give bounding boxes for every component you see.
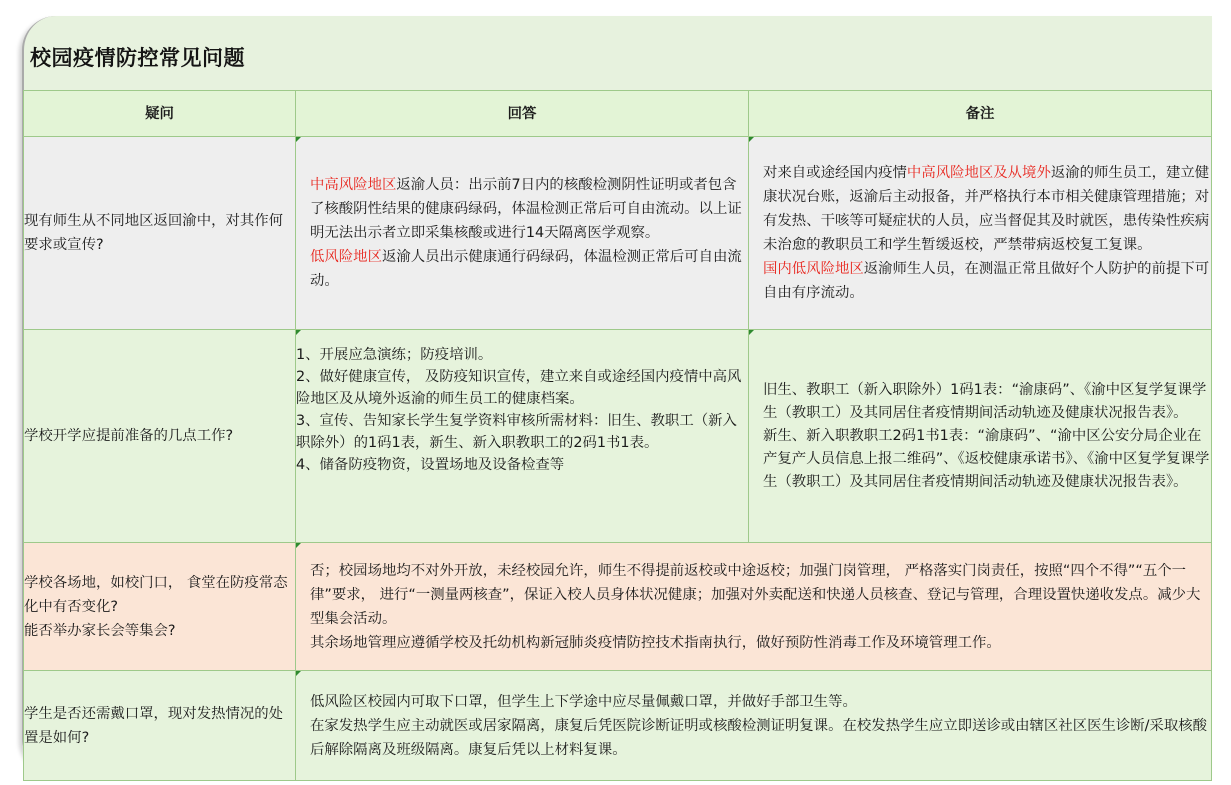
question-text: 学校开学应提前准备的几点工作? (24, 428, 234, 444)
question-cell (24, 330, 296, 543)
note-paragraph (749, 257, 1211, 305)
answer-paragraph: 低风险区校园内可取下口罩，但学生上下学途中应尽量佩戴口罩，并做好手部卫生等。 (310, 693, 857, 710)
table-row (24, 671, 1212, 781)
question-cell (24, 671, 296, 781)
note-cell (749, 137, 1212, 330)
header-question: 疑问 (24, 91, 296, 137)
answer-paragraph (296, 245, 748, 293)
answer-paragraph: 在家发热学生应主动就医或居家隔离，康复后凭医院诊断证明或核酸检测证明复课。在校发热学生应立即送诊或由辖区社区医生诊断/采取核酸后解除隔离及班级隔离。康复后凭以上材料复课。 (310, 717, 1208, 758)
note-paragraph: 新生、新入职教职工2码1书1表：“渝康码”、“渝中区公安分局企业在产复产人员信息上报二维码”、《返校健康承诺书》、《渝中区复学复课学生（教职工）及其同居住者疫情期间活动轨迹及健康状况报告表》。 (763, 427, 1210, 490)
note-cell (749, 330, 1212, 543)
note-text: 返渝师生人员，在测温正常且做好个人防护的前提下可自由有序流动。 (763, 261, 1210, 301)
table-row (24, 137, 1212, 330)
answer-cell (296, 137, 749, 330)
page-title: 校园疫情防控常见问题 (30, 46, 245, 70)
note-text: 返渝的师生员工，建立健康状况台账，返渝后主动报备，并严格执行本市相关健康管理措施；对有发热、干咳等可疑症状的人员，应当督促其及时就医，患传染性疾病未治愈的教职员工和学生暂缓返校，严禁带病返校复工复课。 (763, 165, 1210, 253)
answer-text: 返渝人员出示健康通行码绿码，体温检测正常后可自由流动。 (310, 249, 742, 289)
question-text: 现有师生从不同地区返回渝中，对其作何要求或宣传? (24, 213, 284, 253)
answer-paragraph: 其余场地管理应遵循学校及托幼机构新冠肺炎疫情防控技术指南执行，做好预防性消毒工作及环境管理工作。 (310, 634, 1001, 651)
answer-paragraph (296, 173, 748, 245)
answer-line: 4、储备防疫物资，设置场地及设备检查等 (296, 457, 565, 473)
answer-paragraph: 否；校园场地均不对外开放，未经校园允许，师生不得提前返校或中途返校；加强门岗管理， 严格落实门岗责任，按照“四个不得”“五个一律”要求， 进行“一测量两核查”，保证入校人员身体状况健康；加强对外卖配送和快递人员核查、登记与管理，合理设置快递收发点。减少大型集会活动。 (310, 562, 1201, 627)
note-text: 对来自或途经国内疫情 (763, 165, 907, 181)
highlight-text: 中高风险地区及从境外 (906, 165, 1051, 181)
answer-line: 2、做好健康宣传， 及防疫知识宣传，建立来自或途经国内疫情中高风险地区及从境外返渝的师生员工的健康档案。 (296, 369, 742, 407)
answer-line: 1、开展应急演练；防疫培训。 (296, 347, 493, 363)
question-text: 学校各场地，如校门口， 食堂在防疫常态化中有否变化? (24, 574, 288, 615)
table-row (24, 330, 1212, 543)
note-paragraph: 旧生、教职工（新入职除外）1码1表：“渝康码”、《渝中区复学复课学生（教职工）及其同居住者疫情期间活动轨迹及健康状况报告表》。 (763, 381, 1207, 421)
header-answer: 回答 (296, 91, 749, 137)
answer-text: 返渝人员：出示前7日内的核酸检测阴性证明或者包含了核酸阴性结果的健康码绿码，体温检测正常后可自由流动。以上证明无法出示者立即采集核酸或进行14天隔离医学观察。 (310, 177, 742, 241)
answer-cell (296, 671, 1212, 781)
comment-marker-icon (296, 671, 301, 676)
question-text: 学生是否还需戴口罩，现对发热情况的处置是如何? (24, 705, 284, 746)
header-row (24, 91, 1212, 137)
highlight-text: 低风险地区 (310, 249, 382, 265)
comment-marker-icon (296, 543, 301, 548)
highlight-text: 国内低风险地区 (763, 261, 864, 277)
answer-cell (296, 330, 749, 543)
note-paragraph (749, 161, 1211, 257)
question-text: 能否举办家长会等集会? (24, 622, 176, 639)
comment-marker-icon (749, 330, 754, 335)
question-cell (24, 137, 296, 330)
comment-marker-icon (296, 137, 301, 142)
answer-cell (296, 543, 1212, 671)
comment-marker-icon (296, 330, 301, 335)
table-row (24, 543, 1212, 671)
highlight-text: 中高风险地区 (310, 177, 397, 193)
question-cell (24, 543, 296, 671)
comment-marker-icon (749, 137, 754, 142)
faq-table (23, 90, 1212, 781)
header-note: 备注 (749, 91, 1212, 137)
answer-line: 3、宣传、告知家长学生复学资料审核所需材料：旧生、教职工（新入职除外）的1码1表，新生、新入职教职工的2码1书1表。 (296, 413, 737, 451)
